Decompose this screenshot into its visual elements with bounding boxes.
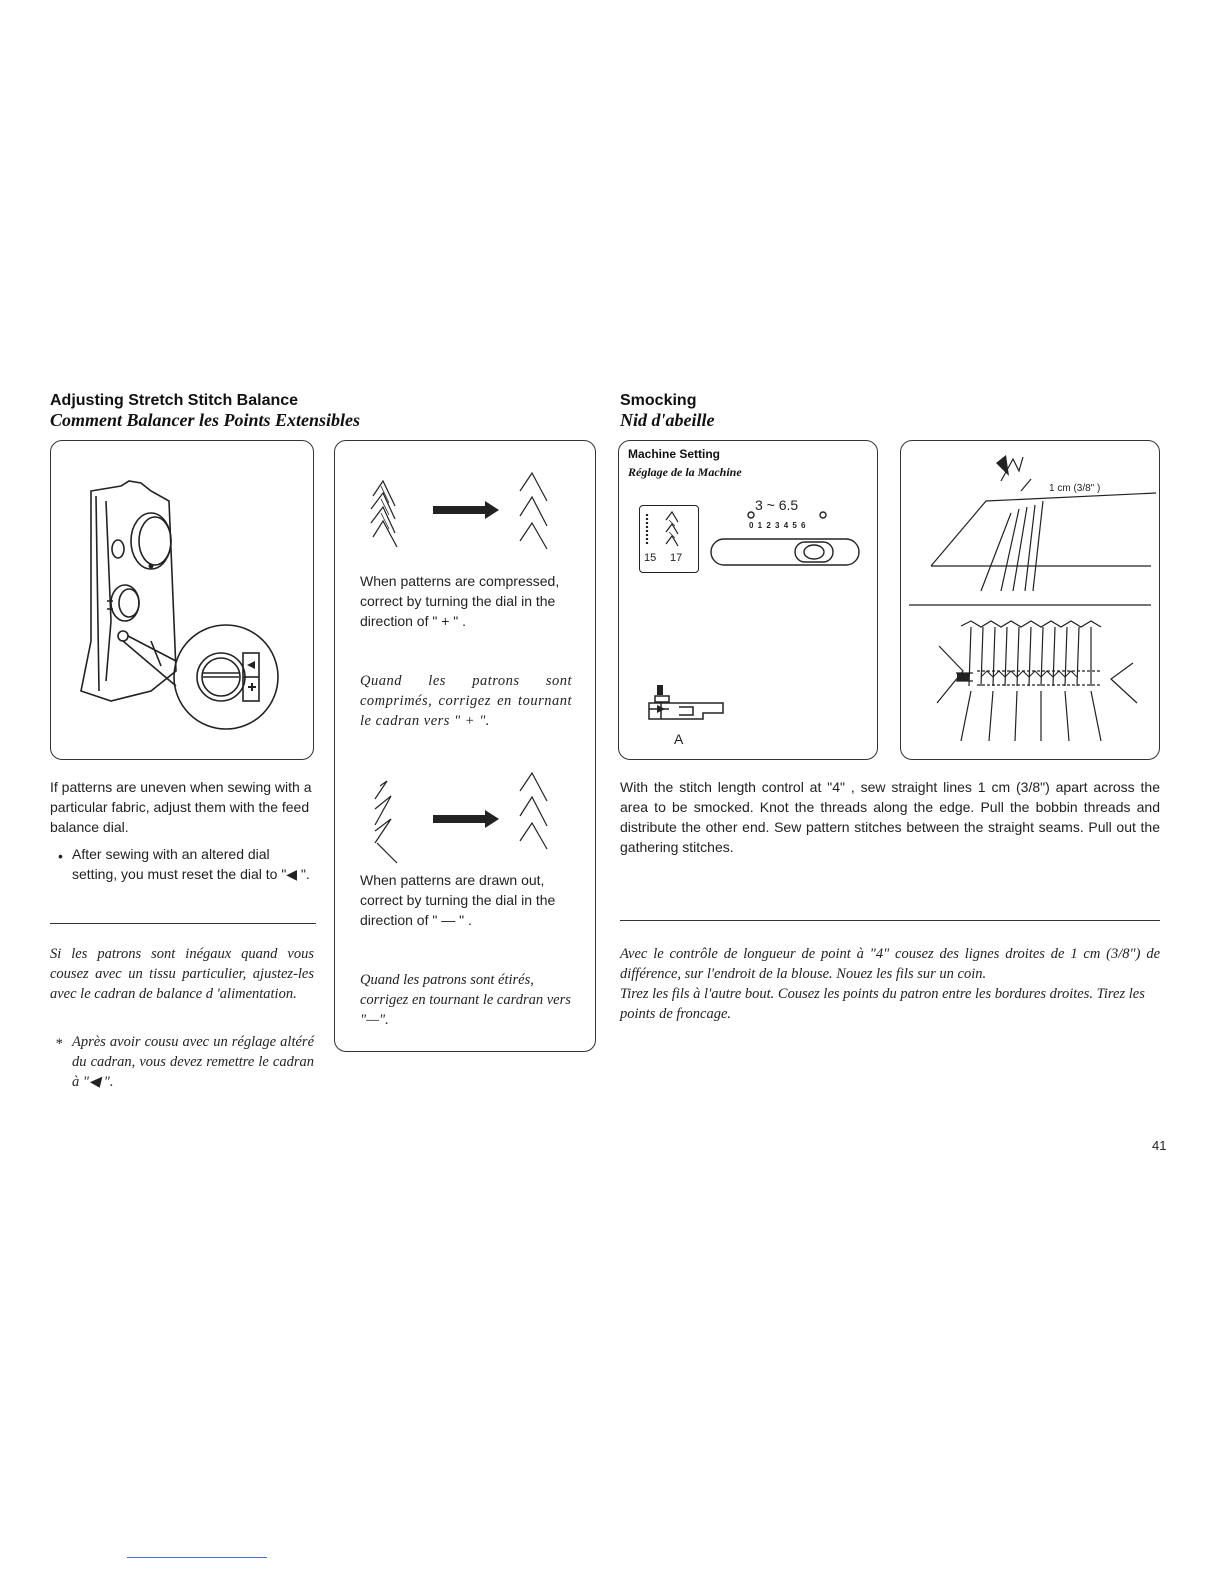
smocking-illustration-frame: [900, 440, 1160, 760]
smocking-body-en: With the stitch length control at "4" , sew straight lines 1 cm (3/8") apart across the area to be smocked. Knot the threads along the edge. Pull the bobbin threads and distribute the other end. Sew pattern stitches between the straight seams. Pull out the gathering stitches.: [620, 779, 1160, 855]
divider-right: [620, 920, 1160, 921]
foot-label: A: [674, 731, 684, 747]
balance-examples-frame: [334, 440, 596, 1052]
smocking-body-fr-2: Tirez les fils à l'autre bout. Cousez les points du patron entre les bordures droites. Tirez les points de froncage.: [620, 986, 1145, 1022]
drawn-en: When patterns are drawn out, correct by turning the dial in the direction of " — " .: [360, 872, 556, 928]
compressed-fr: Quand les patrons sont comprimés, corrigez en tournant le cadran vers " + ".: [360, 673, 572, 729]
body-en: If patterns are uneven when sewing with a particular fabric, adjust them with the feed balance dial.: [50, 779, 312, 835]
pattern-number-15: 15: [644, 552, 657, 564]
smocking-title-en: Smocking: [620, 392, 697, 409]
bullet-fr: Après avoir cousu avec un réglage altéré du cadran, vous devez remettre le cadran à "◀ ".: [72, 1034, 314, 1090]
footer-rule: [127, 1557, 267, 1558]
section-title-en: Adjusting Stretch Stitch Balance: [50, 392, 299, 409]
smocking-body-fr-1: Avec le contrôle de longueur de point à "4" cousez des lignes droites de 1 cm (3/8") de différence, sur l'endroit de la blouse. Nouez les fils sur un coin.: [620, 946, 1160, 982]
smocking-title-fr: Nid d'abeille: [620, 410, 715, 430]
sewing-machine-dial-illustration: [51, 441, 315, 761]
body-fr: Si les patrons sont inégaux quand vous cousez avec un tissu particulier, ajustez-les avec le cadran de balance d 'alimentation.: [50, 946, 314, 1002]
machine-setting-fr: Réglage de la Machine: [628, 465, 742, 479]
length-range: 3 ~ 6.5: [755, 497, 799, 513]
drawn-out-pattern-diagram: [335, 441, 597, 1053]
page-number: 41: [1152, 1138, 1167, 1153]
measure-label: 1 cm (3/8" ): [1049, 483, 1101, 494]
divider: [50, 923, 316, 924]
smocking-gathering-illustration: [901, 441, 1161, 761]
machine-setting-frame: [618, 440, 878, 760]
bullet-marker: •: [58, 848, 63, 864]
dial-scale: 0 1 2 3 4 5 6: [749, 521, 807, 530]
drawn-fr: Quand les patrons sont étirés, corrigez en tournant le cardran vers "—".: [360, 972, 571, 1028]
bullet-marker-fr: *: [55, 1036, 63, 1052]
dial-illustration-frame: [50, 440, 314, 760]
machine-setting-en: Machine Setting: [628, 447, 721, 461]
compressed-en: When patterns are compressed, correct by turning the dial in the direction of " + " .: [360, 573, 560, 629]
presser-foot-icon: [619, 441, 879, 761]
bullet-en: After sewing with an altered dial setting, you must reset the dial to "◀ ".: [72, 846, 310, 882]
section-title-fr: Comment Balancer les Points Extensibles: [50, 410, 361, 430]
pattern-number-17: 17: [670, 552, 683, 564]
